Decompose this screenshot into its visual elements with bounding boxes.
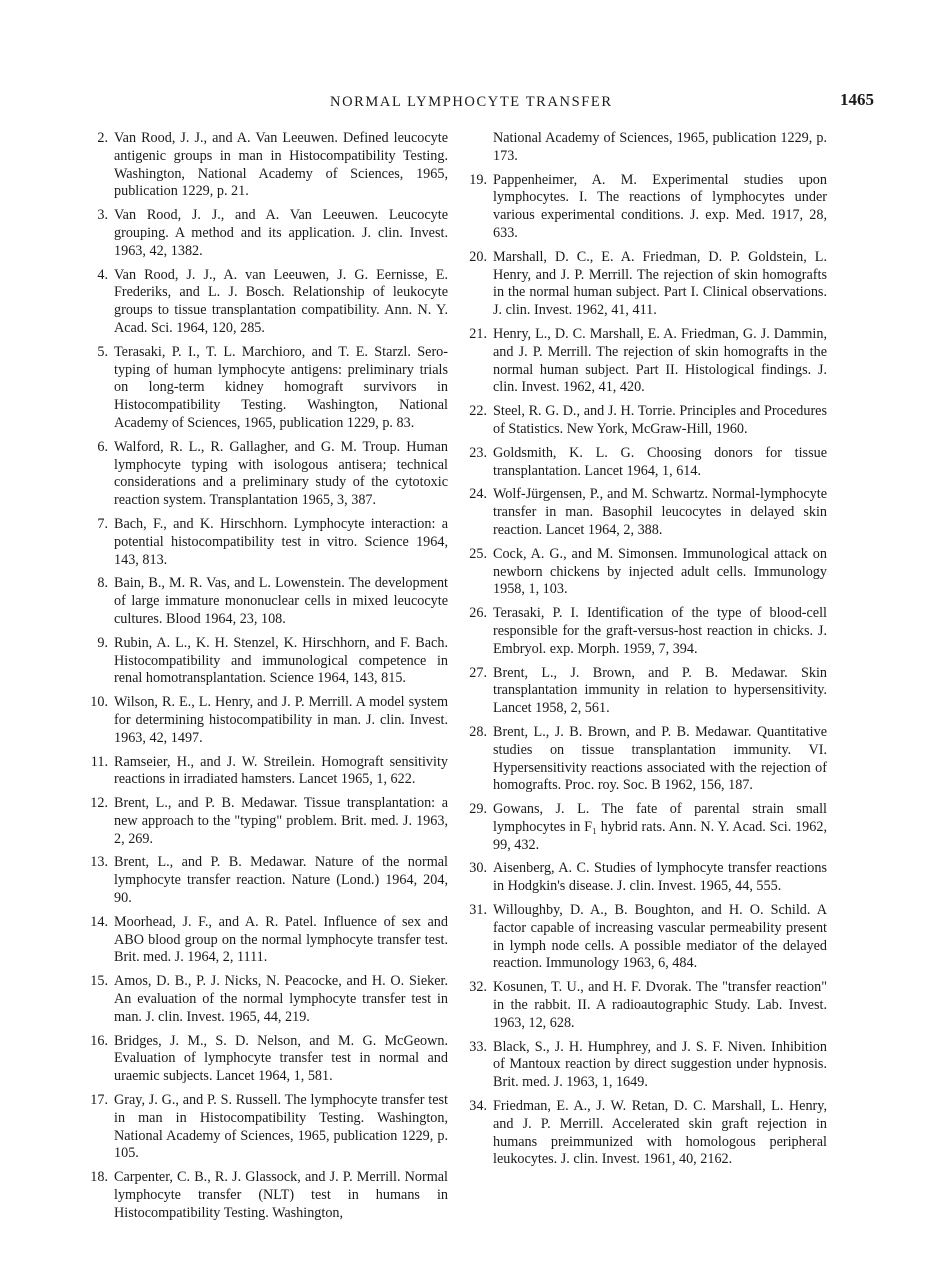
reference-text: Black, S., J. H. Humphrey, and J. S. F. Niven. Inhibition of Mantoux reaction by direct suggestion under hypnosis. Brit. med. J. 1963, 1, 1649. bbox=[493, 1038, 827, 1091]
reference-item bbox=[88, 516, 448, 569]
reference-number: 17. bbox=[90, 1092, 108, 1109]
reference-number: 28. bbox=[469, 723, 487, 740]
page-number: 1465 bbox=[840, 90, 874, 109]
reference-item bbox=[467, 860, 827, 896]
reference-text: Brent, L., J. Brown, and P. B. Medawar. Skin transplantation immunity in relation to hypersensitivity. Lancet 1958, 2, 561. bbox=[493, 664, 827, 717]
reference-item bbox=[467, 486, 827, 539]
reference-item bbox=[88, 267, 448, 338]
reference-number: 18. bbox=[90, 1169, 108, 1186]
reference-text: Rubin, A. L., K. H. Stenzel, K. Hirschhorn, and F. Bach. Histocompatibility and immunological competence in renal homotransplantation. Science 1964, 143, 815. bbox=[114, 634, 448, 687]
reference-item bbox=[88, 575, 448, 628]
reference-item bbox=[88, 1033, 448, 1086]
reference-text: Kosunen, T. U., and H. F. Dvorak. The "transfer reaction" in the rabbit. II. A radioautographic Study. Lab. Invest. 1963, 12, 628. bbox=[493, 979, 827, 1031]
reference-item bbox=[88, 914, 448, 967]
reference-text: Moorhead, J. F., and A. R. Patel. Influence of sex and ABO blood group on the normal lymphocyte transfer test. Brit. med. J. 1964, 2, 1111. bbox=[114, 913, 448, 966]
reference-number: 15. bbox=[90, 973, 108, 990]
reference-number: 3. bbox=[97, 207, 108, 224]
reference-text: Steel, R. G. D., and J. H. Torrie. Principles and Procedures of Statistics. New York, McGraw-Hill, 1960. bbox=[493, 403, 827, 437]
reference-item bbox=[88, 754, 448, 790]
reference-item bbox=[88, 854, 448, 907]
reference-item bbox=[88, 795, 448, 848]
reference-item bbox=[88, 439, 448, 510]
reference-text: Brent, L., and P. B. Medawar. Nature of the normal lymphocyte transfer reaction. Nature (Lond.) 1964, 204, 90. bbox=[114, 854, 448, 907]
running-title: NORMAL LYMPHOCYTE TRANSFER bbox=[330, 94, 613, 110]
reference-item bbox=[88, 973, 448, 1026]
reference-number: 30. bbox=[469, 860, 487, 877]
reference-text: Ramseier, H., and J. W. Streilein. Homograft sensitivity reactions in irradiated hamsters. Lancet 1965, 1, 622. bbox=[114, 753, 448, 788]
reference-number: 8. bbox=[97, 575, 108, 592]
reference-number: 23. bbox=[469, 444, 487, 461]
reference-item bbox=[467, 724, 827, 795]
reference-item bbox=[467, 172, 827, 243]
reference-text: Van Rood, J. J., and A. Van Leeuwen. Leucocyte grouping. A method and its application. J. clin. Invest. 1963, 42, 1382. bbox=[114, 207, 448, 259]
reference-text: Willoughby, D. A., B. Boughton, and H. O. Schild. A factor capable of increasing vascular permeability present in lymph node cells. A possible mediator of the delayed reaction. Immunology 1963, 6, 484. bbox=[493, 902, 827, 972]
reference-item bbox=[467, 326, 827, 397]
reference-number: 16. bbox=[90, 1032, 108, 1049]
reference-item bbox=[467, 249, 827, 320]
reference-text: Terasaki, P. I. Identification of the type of blood-cell responsible for the graft-versus-host reaction in chicks. J. Embryol. exp. Morph. 1959, 7, 394. bbox=[493, 605, 827, 657]
reference-item bbox=[88, 207, 448, 260]
reference-number: 5. bbox=[97, 343, 108, 360]
reference-text: Van Rood, J. J., and A. Van Leeuwen. Defined leucocyte antigenic groups in man in Histocompatibility Testing. Washington, National Academy of Sciences, 1965, publication 1229, p. 21. bbox=[114, 130, 448, 200]
reference-text: Wolf-Jürgensen, P., and M. Schwartz. Normal-lymphocyte transfer in man. Basophil leucocytes in delayed skin reaction. Lancet 1964, 2, 388. bbox=[493, 486, 827, 538]
reference-item bbox=[467, 445, 827, 481]
reference-number: 34. bbox=[469, 1098, 487, 1115]
reference-text: Amos, D. B., P. J. Nicks, N. Peacocke, and H. O. Sieker. An evaluation of the normal lymphocyte transfer test in man. J. clin. Invest. 1965, 44, 219. bbox=[114, 973, 448, 1025]
reference-number: 2. bbox=[97, 130, 108, 146]
reference-item bbox=[88, 344, 448, 433]
reference-text: Bach, F., and K. Hirschhorn. Lymphocyte interaction: a potential histocompatibility test in vitro. Science 1964, 143, 813. bbox=[114, 515, 448, 568]
reference-text: Bridges, J. M., S. D. Nelson, and M. G. McGeown. Evaluation of lymphocyte transfer test in normal and uraemic subjects. Lancet 1964, 1, 581. bbox=[114, 1032, 448, 1085]
reference-continuation: National Academy of Sciences, 1965, publication 1229, p. 173. bbox=[493, 130, 827, 164]
reference-number: 20. bbox=[469, 248, 487, 265]
reference-item bbox=[467, 979, 827, 1032]
reference-number: 6. bbox=[97, 438, 108, 455]
reference-number: 11. bbox=[90, 753, 108, 770]
reference-item bbox=[88, 694, 448, 747]
references-left-column bbox=[88, 130, 448, 1229]
reference-text: Wilson, R. E., L. Henry, and J. P. Merrill. A model system for determining histocompatibility in man. J. clin. Invest. 1963, 42, 1497. bbox=[114, 694, 448, 746]
reference-number: 31. bbox=[469, 902, 487, 919]
reference-text: Aisenberg, A. C. Studies of lymphocyte transfer reactions in Hodgkin's disease. J. clin. Invest. 1965, 44, 555. bbox=[493, 860, 827, 895]
reference-item bbox=[467, 546, 827, 599]
reference-number: 9. bbox=[97, 634, 108, 651]
reference-number: 13. bbox=[90, 854, 108, 871]
reference-item bbox=[88, 130, 448, 201]
reference-number: 29. bbox=[469, 801, 487, 818]
reference-number: 27. bbox=[469, 664, 487, 681]
reference-text: Cock, A. G., and M. Simonsen. Immunological attack on newborn chickens by injected adult cells. Immunology 1958, 1, 103. bbox=[493, 545, 827, 598]
reference-text: Bain, B., M. R. Vas, and L. Lowenstein. The development of large immature mononuclear cells in mixed leucocyte cultures. Blood 1964, 23, 108. bbox=[114, 575, 448, 627]
reference-text: Friedman, E. A., J. W. Retan, D. C. Marshall, L. Henry, and J. P. Merrill. Accelerated skin graft rejection in humans preimmunized with homologous peripheral leukocytes. J. clin. Invest. 1961, 40, 2162. bbox=[493, 1098, 827, 1168]
reference-number: 24. bbox=[469, 486, 487, 503]
reference-text: Goldsmith, K. L. G. Choosing donors for tissue transplantation. Lancet 1964, 1, 614. bbox=[493, 444, 827, 479]
reference-number: 7. bbox=[97, 515, 108, 532]
reference-item bbox=[88, 1092, 448, 1163]
reference-item bbox=[88, 1169, 448, 1222]
reference-number: 19. bbox=[469, 171, 487, 188]
reference-item bbox=[467, 902, 827, 973]
reference-text: Gowans, J. L. The fate of parental strain small lymphocytes in F₁ hybrid rats. Ann. N. Y. Acad. Sci. 1962, 99, 432. bbox=[493, 801, 827, 853]
reference-number: 33. bbox=[469, 1038, 487, 1055]
reference-number: 12. bbox=[90, 795, 108, 812]
reference-item bbox=[467, 801, 827, 854]
references-right-column bbox=[467, 130, 827, 1175]
reference-item bbox=[467, 605, 827, 658]
reference-text: Henry, L., D. C. Marshall, E. A. Friedman, G. J. Dammin, and J. P. Merrill. The rejection of skin homografts in the normal human subject. Part II. Histological findings. J. clin. Invest. 1962, 41, 420. bbox=[493, 325, 827, 396]
reference-text: Pappenheimer, A. M. Experimental studies upon lymphocytes. I. The reactions of lymphocytes under various experimental conditions. J. exp. Med. 1917, 28, 633. bbox=[493, 171, 827, 241]
reference-text: Brent, L., and P. B. Medawar. Tissue transplantation: a new approach to the "typing" problem. Brit. med. J. 1963, 2, 269. bbox=[114, 795, 448, 847]
reference-number: 32. bbox=[469, 979, 487, 996]
reference-number: 26. bbox=[469, 605, 487, 622]
reference-item bbox=[467, 1039, 827, 1092]
reference-item bbox=[467, 403, 827, 439]
reference-number: 14. bbox=[90, 913, 108, 930]
reference-item bbox=[88, 635, 448, 688]
reference-number: 22. bbox=[469, 403, 487, 420]
reference-text: Carpenter, C. B., R. J. Glassock, and J. P. Merrill. Normal lymphocyte transfer (NLT) test in humans in Histocompatibility Testing. Washington, bbox=[114, 1169, 448, 1221]
reference-number: 25. bbox=[469, 545, 487, 562]
reference-text: Brent, L., J. B. Brown, and P. B. Medawar. Quantitative studies on tissue transplantation immunity. VI. Hypersensitivity reactions associated with the rejection of homografts. Proc. roy. Soc. B 1962, 156, 187. bbox=[493, 723, 827, 794]
reference-text: Gray, J. G., and P. S. Russell. The lymphocyte transfer test in man in Histocompatibility Testing. Washington, National Academy of Sciences, 1965, publication 1229, p. 105. bbox=[114, 1092, 448, 1162]
reference-number: 21. bbox=[469, 325, 487, 342]
reference-text: Marshall, D. C., E. A. Friedman, D. P. Goldstein, L. Henry, and J. P. Merrill. The rejection of skin homografts in the normal human subject. Part I. Clinical observations. J. clin. Invest. 1962, 41, 411. bbox=[493, 248, 827, 319]
reference-number: 10. bbox=[90, 694, 108, 711]
reference-item bbox=[467, 665, 827, 718]
reference-text: Van Rood, J. J., A. van Leeuwen, J. G. Eernisse, E. Frederiks, and L. J. Bosch. Relationship of leukocyte groups to tissue transplantation compatibility. Ann. N. Y. Acad. Sci. 1964, 120, 285. bbox=[114, 266, 448, 336]
reference-text: Terasaki, P. I., T. L. Marchioro, and T. E. Starzl. Sero-typing of human lymphocyte antigens: preliminary trials on long-term kidney homograft survivors in Histocompatibility Testing. Washington, National Academy of Sciences, 1965, publication 1229, p. 83. bbox=[114, 343, 448, 431]
reference-item bbox=[467, 1098, 827, 1169]
reference-text: Walford, R. L., R. Gallagher, and G. M. Troup. Human lymphocyte typing with isologous antisera; technical considerations and a preliminary study of the cytotoxic reaction system. Transplantation 1965, 3, 387. bbox=[114, 438, 448, 509]
reference-number: 4. bbox=[97, 266, 108, 283]
